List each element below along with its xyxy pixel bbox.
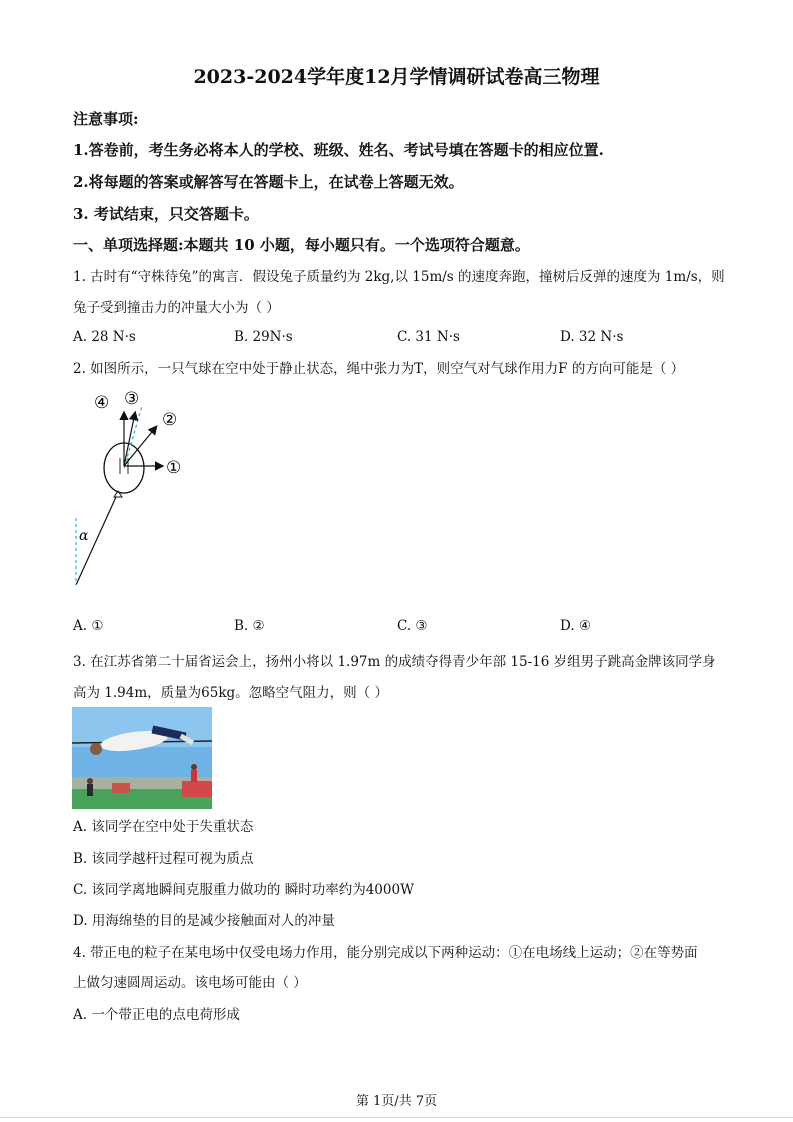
q3-option-b: B. 该同学越杆过程可视为质点	[73, 851, 254, 867]
label-2: ②	[162, 410, 178, 430]
q2-option-a: A. ①	[73, 618, 104, 634]
rope-extension-line	[124, 406, 142, 468]
page-footer: 第 1页/共 7页	[355, 1094, 438, 1109]
arrow-3	[124, 413, 135, 466]
notice-title: 注意事项:	[73, 110, 139, 128]
q3-option-a: A. 该同学在空中处于失重状态	[73, 819, 254, 835]
high-jump-photo	[72, 707, 212, 809]
page-title: 2023-2024学年度12月学情调研试卷高三物理	[193, 66, 600, 88]
q1-option-d: D. 32 N·s	[560, 329, 624, 345]
q2-option-b: B. ②	[234, 618, 265, 634]
q3-stem-line2: 高为 1.94m，质量为65kg。忽略空气阻力，则（ ）	[73, 685, 388, 701]
notice-item-3: 3. 考试结束，只交答题卡。	[73, 205, 259, 223]
q2-stem: 2. 如图所示，一只气球在空中处于静止状态，绳中张力为T，则空气对气球作用力F 的方向可能是（ ）	[73, 361, 685, 377]
section-heading: 一、单项选择题:本题共 10 小题，每小题只有。一个选项符合题意。	[73, 236, 530, 254]
label-1: ①	[166, 458, 182, 478]
angle-alpha-label: α	[79, 528, 89, 544]
q1-option-c: C. 31 N·s	[397, 329, 460, 345]
label-3: ③	[124, 389, 140, 409]
q1-stem-line1: 1. 古时有“守株待兔”的寓言．假设兔子质量约为 2kg,以 15m/s 的速度奔跑，撞树后反弹的速度为 1m/s，则	[73, 269, 725, 285]
q1-option-b: B. 29N·s	[234, 329, 293, 345]
q3-stem-line1: 3. 在江苏省第二十届省运会上，扬州小将以 1.97m 的成绩夺得青少年部 15-16 岁组男子跳高金牌该同学身	[73, 654, 716, 670]
q4-stem-line1: 4. 带正电的粒子在某电场中仅受电场力作用，能分别完成以下两种运动：①在电场线上运动；②在等势面	[73, 945, 698, 961]
footer-divider	[0, 1117, 793, 1118]
balloon-force-diagram	[68, 380, 198, 590]
q1-stem-line2: 兔子受到撞击力的冲量大小为（ ）	[73, 300, 280, 316]
balloon-knot	[114, 491, 122, 497]
q4-stem-line2: 上做匀速圆周运动。该电场可能由（ ）	[73, 975, 307, 991]
q1-option-a: A. 28 N·s	[73, 329, 136, 345]
label-4: ④	[94, 393, 110, 413]
notice-item-1: 1.答卷前，考生务必将本人的学校、班级、姓名、考试号填在答题卡的相应位置.	[73, 141, 604, 159]
q2-option-c: C. ③	[397, 618, 428, 634]
q4-option-a: A. 一个带正电的点电荷形成	[73, 1007, 240, 1023]
q3-option-d: D. 用海绵垫的目的是减少接触面对人的冲量	[73, 913, 335, 929]
arrow-2	[124, 427, 156, 466]
q3-option-c: C. 该同学离地瞬间克服重力做功的 瞬时功率约为4000W	[73, 882, 414, 898]
q2-option-d: D. ④	[560, 618, 592, 634]
notice-item-2: 2.将每题的答案或解答写在答题卡上，在试卷上答题无效。	[73, 173, 464, 191]
